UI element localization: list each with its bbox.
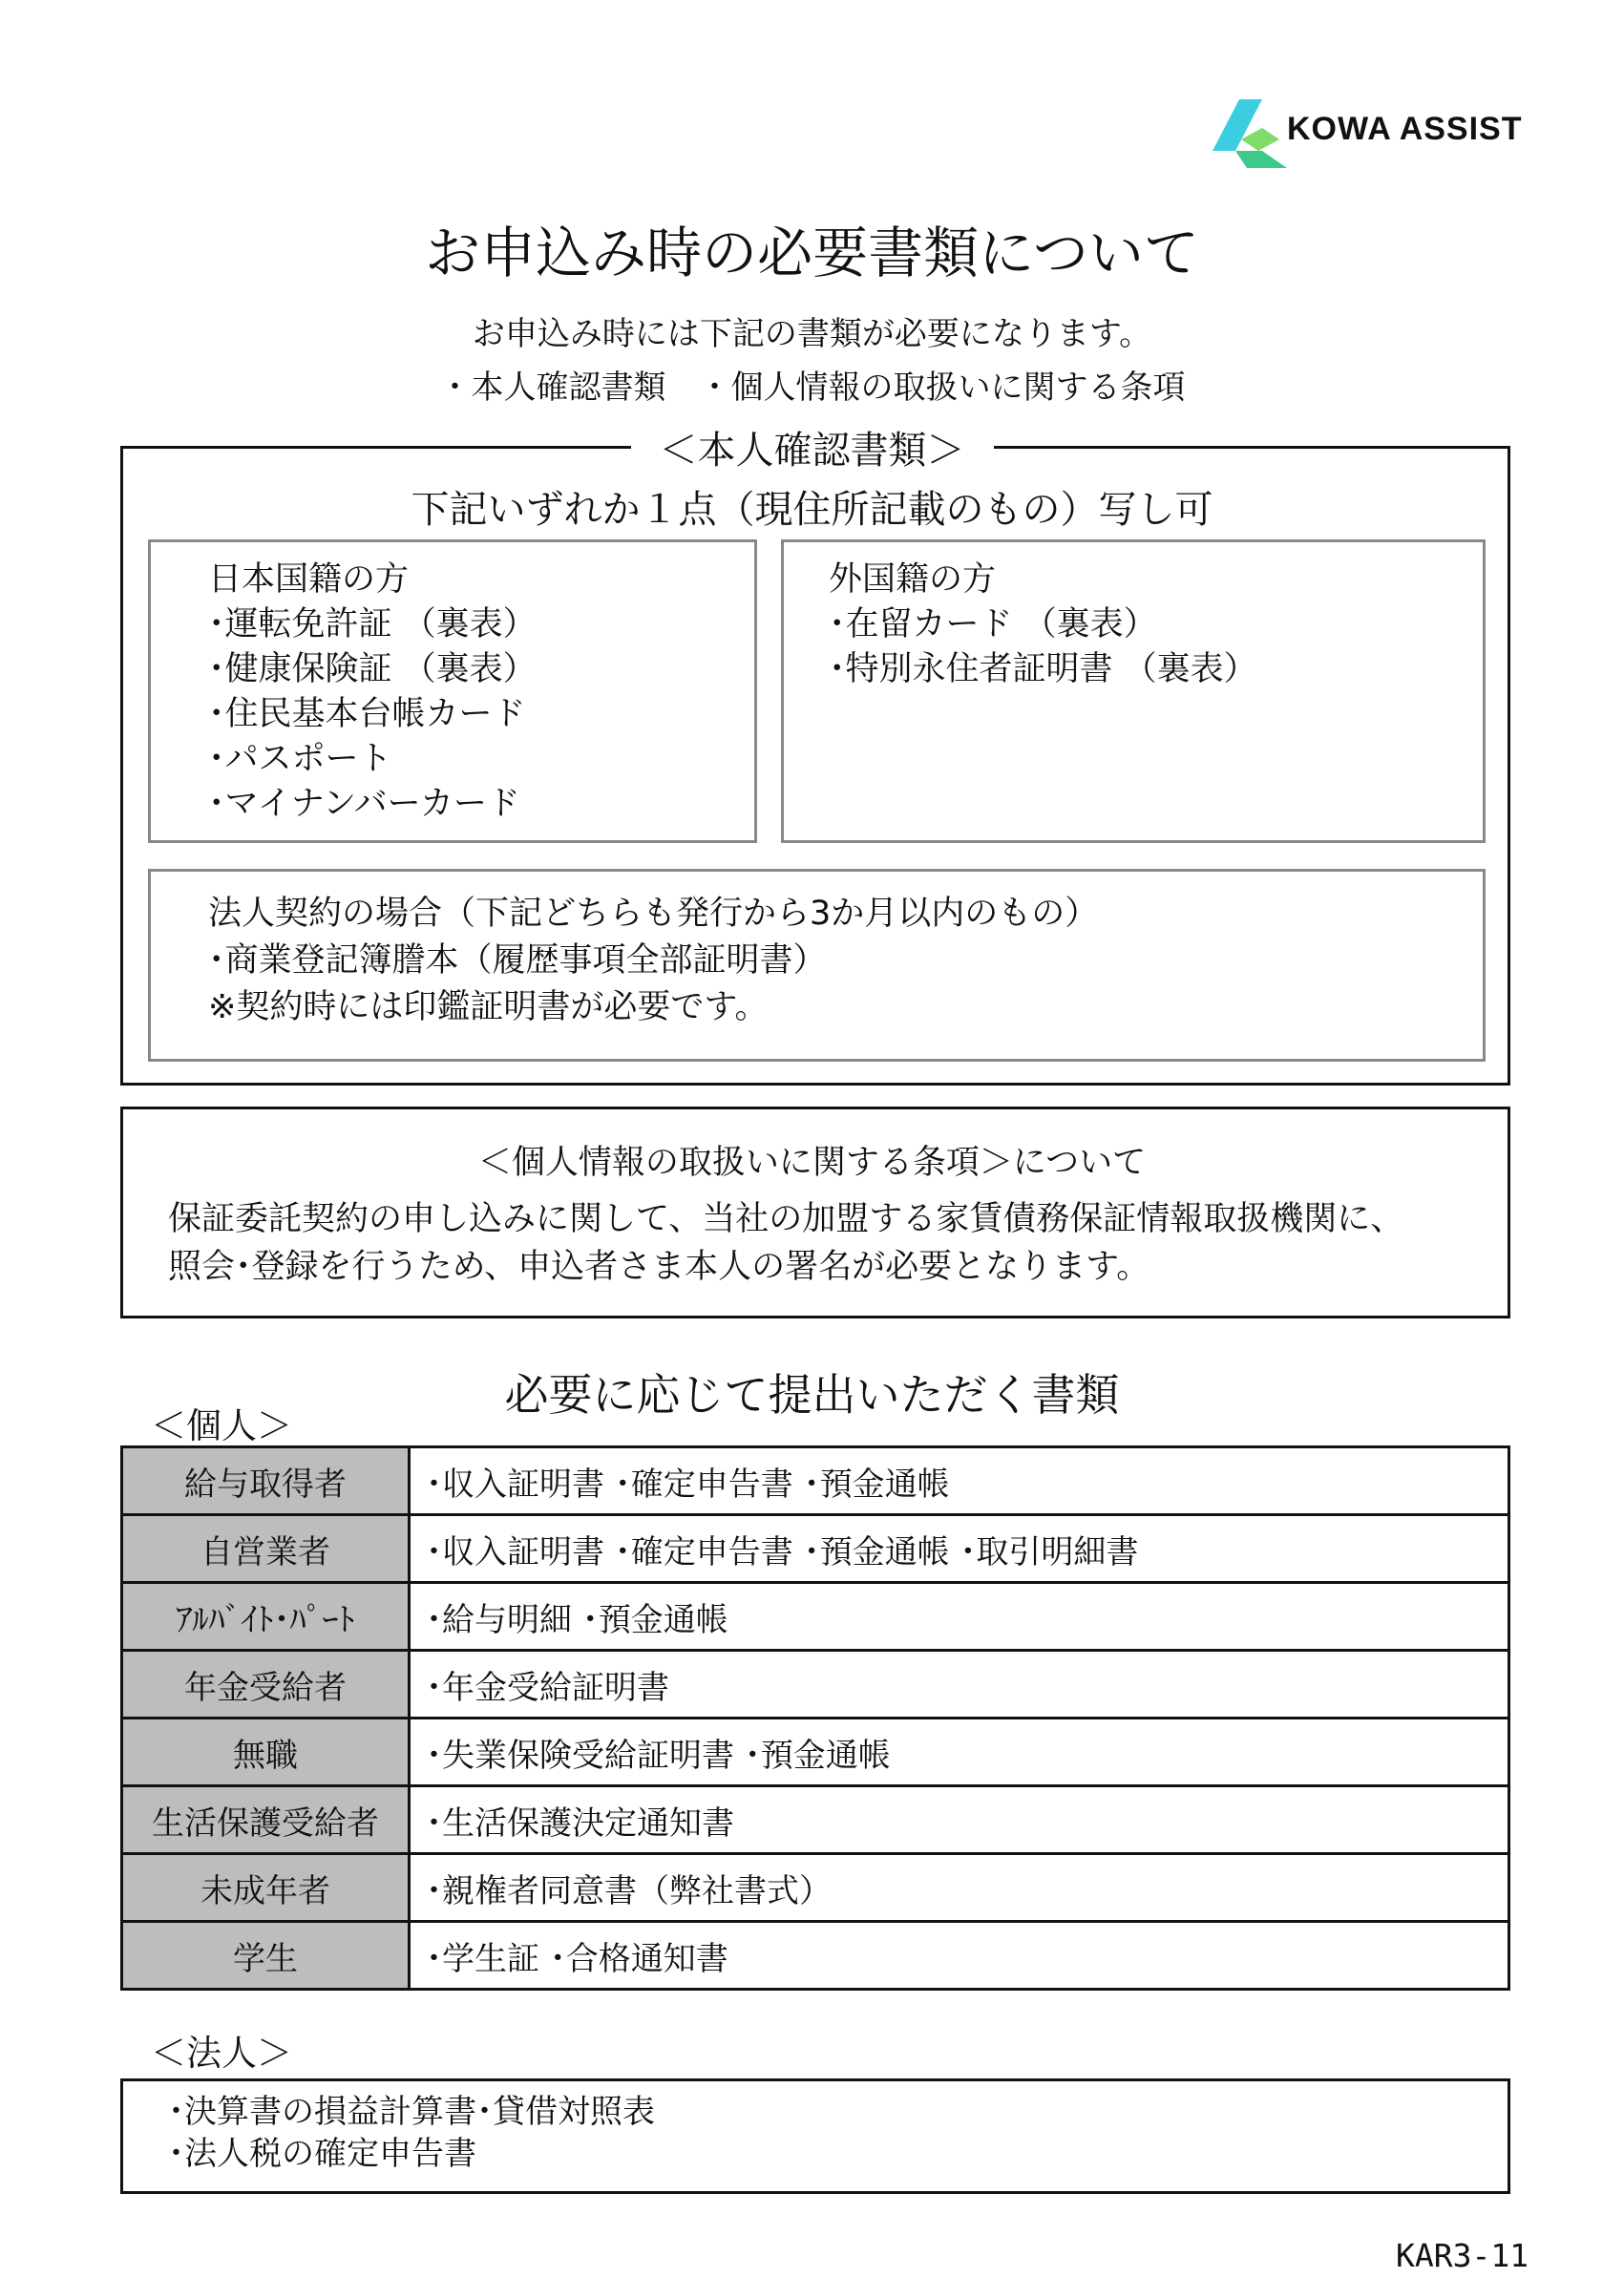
list-item: ･運転免許証 （裏表）: [208, 605, 537, 643]
privacy-line-1: 保証委託契約の申し込みに関して、当社の加盟する家賃債務保証情報取扱機関に、: [168, 1200, 1404, 1238]
list-item: ･在留カード （裏表）: [829, 605, 1157, 643]
docs-cell: ･学生証 ･合格通知書: [410, 1922, 1509, 1990]
list-item: ･マイナンバーカード: [208, 785, 520, 823]
list-item: ･商業登記簿謄本（履歴事項全部証明書）: [208, 941, 827, 980]
docs-cell: ･失業保険受給証明書 ･預金通帳: [410, 1719, 1509, 1786]
docs-cell: ･給与明細 ･預金通帳: [410, 1583, 1509, 1651]
category-cell: ｱﾙﾊﾞｲﾄ･ﾊﾟｰﾄ: [122, 1583, 410, 1651]
docs-cell: ･親権者同意書（弊社書式）: [410, 1854, 1509, 1922]
table-row: [122, 1854, 1509, 1922]
corporate-label: ＜法人＞: [151, 2033, 292, 2074]
docs-cell: ･年金受給証明書: [410, 1651, 1509, 1719]
identity-heading: [0, 420, 1624, 475]
corporate-contract-list: [208, 891, 1098, 1031]
required-docs-title: 必要に応じて提出いただく書類: [504, 1369, 1120, 1421]
identity-heading-text: ＜本人確認書類＞: [631, 429, 994, 473]
table-row: [122, 1922, 1509, 1990]
individual-label: ＜個人＞: [151, 1405, 292, 1446]
japanese-nationals-list: [208, 558, 537, 827]
document-code: KAR3-11: [1396, 2237, 1529, 2274]
table-row: [122, 1583, 1509, 1651]
privacy-clause-title: ＜個人情報の取扱いに関する条項＞について: [477, 1144, 1147, 1182]
required-docs-table: [120, 1445, 1510, 1991]
category-cell: 無職: [122, 1719, 410, 1786]
category-cell: 学生: [122, 1922, 410, 1990]
japanese-nationals-title: 日本国籍の方: [208, 560, 410, 599]
list-item: ･決算書の損益計算書･貸借対照表: [168, 2093, 655, 2131]
privacy-line-2: 照会･登録を行うため、申込者さま本人の署名が必要となります。: [168, 1248, 1150, 1286]
docs-cell: ･収入証明書 ･確定申告書 ･預金通帳 ･取引明細書: [410, 1515, 1509, 1583]
privacy-clause-body: [168, 1195, 1403, 1291]
list-item: ･住民基本台帳カード: [208, 695, 526, 733]
list-item: ･健康保険証 （裏表）: [208, 650, 537, 688]
table-row: [122, 1651, 1509, 1719]
intro-line-1: お申込み時には下記の書類が必要になります。: [472, 315, 1152, 353]
category-cell: 生活保護受給者: [122, 1786, 410, 1854]
table-row: [122, 1447, 1509, 1515]
list-item: ･パスポート: [208, 740, 392, 778]
table-row: [122, 1515, 1509, 1583]
corporate-docs-list: [168, 2091, 655, 2175]
foreign-nationals-list: [829, 558, 1257, 692]
table-row: [122, 1786, 1509, 1854]
docs-cell: ･収入証明書 ･確定申告書 ･預金通帳: [410, 1447, 1509, 1515]
docs-cell: ･生活保護決定通知書: [410, 1786, 1509, 1854]
logo-text: KOWA ASSIST: [1287, 111, 1523, 147]
category-cell: 給与取得者: [122, 1447, 410, 1515]
category-cell: 自営業者: [122, 1515, 410, 1583]
list-item: ･特別永住者証明書 （裏表）: [829, 650, 1257, 688]
category-cell: 年金受給者: [122, 1651, 410, 1719]
foreign-nationals-title: 外国籍の方: [829, 560, 997, 599]
list-item: ※契約時には印鑑証明書が必要です。: [208, 988, 769, 1026]
corporate-contract-title: 法人契約の場合（下記どちらも発行から3か月以内のもの）: [208, 895, 1099, 933]
list-item: ･法人税の確定申告書: [168, 2135, 476, 2173]
table-row: [122, 1719, 1509, 1786]
page-title: お申込み時の必要書類について: [425, 221, 1199, 285]
identity-subheading: 下記いずれか１点（現住所記載のもの）写し可: [411, 488, 1213, 532]
category-cell: 未成年者: [122, 1854, 410, 1922]
intro-line-2: ・本人確認書類 ・個人情報の取扱いに関する条項: [438, 369, 1186, 407]
